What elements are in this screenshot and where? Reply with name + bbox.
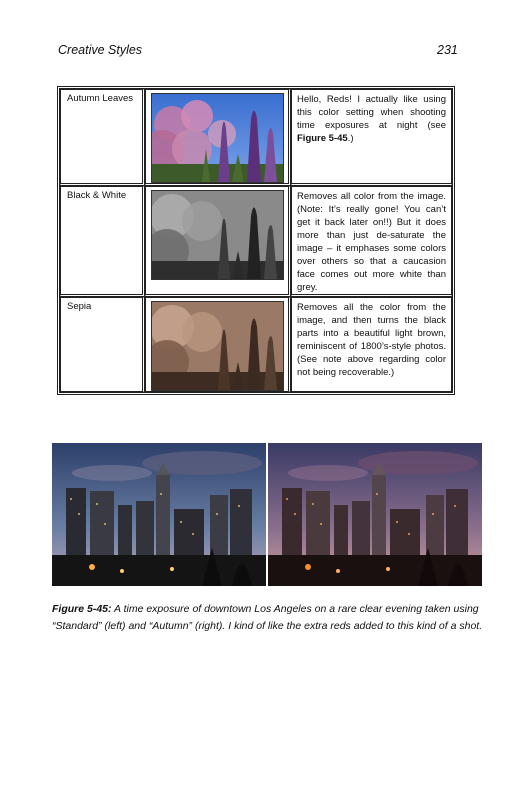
autumn-description-text: Hello, Reds! I actually like using this color setting when shooting time exposures at night (see [297, 94, 446, 131]
figure-caption [52, 601, 484, 634]
autumn-leaves-photo [151, 93, 284, 183]
running-header-title: Creative Styles [58, 43, 143, 57]
style-name: Sepia [60, 297, 145, 392]
style-description: Removes all color from the image. (Note: It’s really gone! You can’t get it back later on!!) But it does more than just de-saturate the image – it emphases some colors over others so that a caucasion face comes out more white than grey. [291, 186, 452, 297]
figure-caption-text: A time exposure of downtown Los Angeles on a rare clear evening taken using “Standard” (left) and “Autumn” (right). I kind of like the extra reds added to this kind of a shot. [52, 603, 483, 632]
table-row [60, 186, 452, 297]
photo-cell [145, 186, 291, 297]
sepia-photo [151, 301, 284, 391]
los-angeles-autumn-photo [268, 443, 482, 586]
figure-label: Figure 5-45: [52, 603, 112, 615]
table-row [60, 297, 452, 392]
figure-reference: Figure 5-45 [297, 133, 348, 144]
photo-cell [145, 297, 291, 392]
photo-cell [145, 89, 291, 186]
style-description: Removes all the color from the image, and then turns the black parts into a beautiful light brown, reminiscent of 1800’s-style photos. (See note above regarding color not being recoverable.) [291, 297, 452, 392]
style-name: Autumn Leaves [60, 89, 145, 186]
autumn-description-end: .) [347, 133, 354, 144]
creative-styles-table [57, 86, 455, 395]
style-name: Black & White [60, 186, 145, 297]
los-angeles-standard-photo [52, 443, 266, 586]
table-row [60, 89, 452, 186]
style-description [291, 89, 452, 186]
page-number: 231 [437, 43, 458, 57]
black-and-white-photo [151, 190, 284, 280]
